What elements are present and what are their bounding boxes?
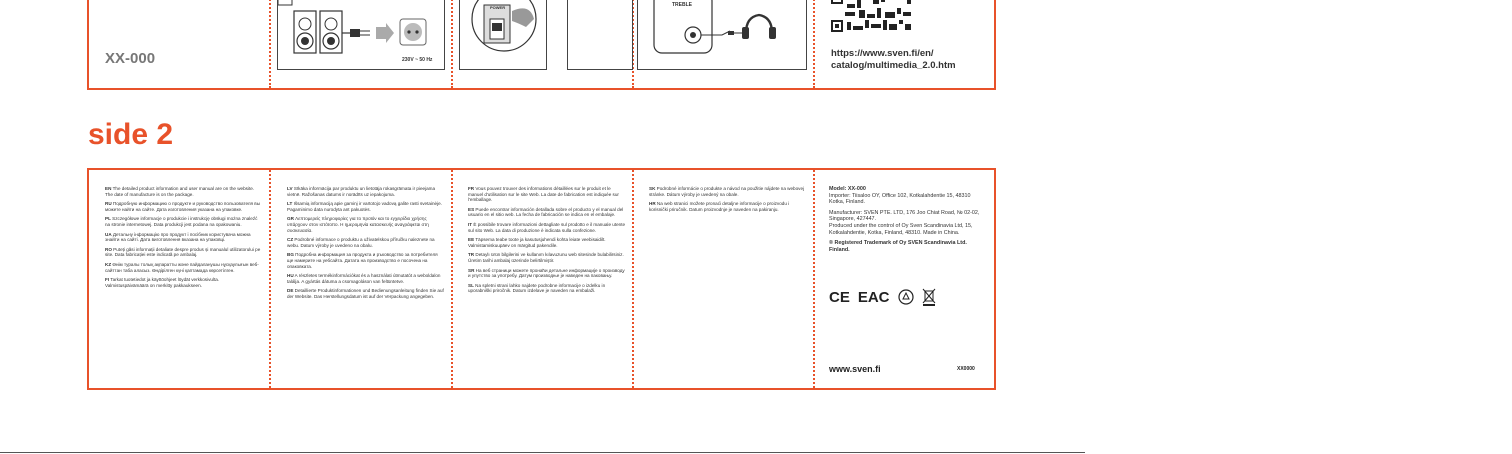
trademark-text: ® Registered Trademark of Oy SVEN Scandinavia Ltd. Finland. (829, 240, 967, 253)
model-line: Model: XX-000 (829, 186, 866, 192)
language-text: Täpsema teabe toote ja kasutusjuhendi kohta leiate veebisaidilt. Valmistamiskuupäev on märgitud pakendile. (468, 237, 606, 248)
fold-line (813, 170, 815, 388)
language-code: SL (468, 282, 474, 288)
power-spec: 230V ~ 50 Hz (402, 57, 433, 63)
headphones-icon (638, 0, 808, 71)
language-text: Tarkat tuotetiedot ja käyttöohjeet löydät verkkosivulta. Valmistuspäivämäärä on merkitty pakkaukseen. (105, 277, 220, 288)
language-entry (287, 237, 445, 248)
language-code: FR (468, 186, 475, 191)
language-entry (287, 186, 445, 197)
language-entry (287, 273, 445, 284)
catalog-url[interactable] (831, 48, 956, 72)
language-text: Na web stranici možete pronaći detaljne informacije o proizvodu i korisnički priručnik. Datum proizvodnje je naveden na pakiranju. (649, 201, 790, 212)
language-code: LV (287, 186, 293, 191)
power-switch-illustration (459, 0, 547, 70)
importer-text: Importer: Tiisaloo OY, Office 102, Kotkalahdentie 15, 48310 Kotka, Finland. (829, 192, 971, 206)
page-bottom-rule (0, 452, 1085, 453)
language-column-1 (105, 186, 263, 292)
headphone-illustration (637, 0, 807, 70)
language-column-4 (649, 186, 807, 216)
side2-panel (87, 168, 996, 390)
language-code: PL (105, 216, 111, 222)
power-switch-icon (460, 0, 548, 71)
website-link[interactable]: www.sven.fi (829, 364, 881, 374)
language-text: Sīkāka informācija par produktu un lietotāja rokasgrāmata ir pieejama vietnē. Ražošanas datums ir norādīts uz iepakojuma. (287, 186, 436, 197)
manufacturer-text: Manufacturer: SVEN PTE. LTD, 176 Joo Chiat Road, № 02-02, Singapore, 427447. (829, 209, 980, 223)
language-code: SR (468, 267, 475, 273)
language-code: HU (287, 273, 294, 279)
company-info (829, 186, 981, 257)
language-entry (468, 207, 626, 218)
language-entry (105, 232, 263, 243)
language-code: FI (105, 277, 110, 283)
language-text: Detaillierte Produktinformationen und Bedienungsanleitung finden Sie auf der Website. Das Herstellungsdatum ist auf der Verpackung angegeben. (287, 288, 444, 299)
language-entry (287, 252, 445, 269)
language-code: SK (649, 186, 656, 191)
recycle-icon (898, 289, 914, 305)
language-entry (105, 201, 263, 212)
language-entry (105, 262, 263, 273)
language-text: Подробна информация за продукта и ръководство за потребителя ще намерите на уебсайта. Датата на производство е посочена на опаковката. (287, 252, 438, 269)
produced-text: Produced under the control of Oy Sven Scandinavia Ltd, 15, Kotkalahdentie, Kotka, Finland, 48310. Made in China. (829, 222, 973, 236)
language-text: Na spletni strani lahko najdete podrobne informacije o izdelku in uporabniški priročnik. Datum izdelave je naveden na embalaži. (468, 282, 606, 294)
language-text: Szczegółowe informacje o produkcie i instrukcję obsługi można znaleźć na stronie internetowej. Data produkcji jest podana na opakowaniu. (105, 216, 258, 227)
eac-mark: EAC (857, 288, 890, 306)
language-code: EN (105, 186, 112, 191)
language-code: TR (468, 252, 475, 258)
power-label: POWER (490, 5, 506, 10)
certification-marks (829, 288, 936, 306)
language-entry (287, 216, 445, 233)
fold-line (451, 0, 453, 88)
language-entry (468, 283, 626, 294)
language-entry (105, 186, 263, 197)
fold-line (813, 0, 815, 88)
language-code: RU (105, 201, 112, 207)
language-entry (105, 216, 263, 227)
fold-line (632, 170, 634, 388)
model-code: XX-000 (105, 50, 156, 67)
language-entry (105, 277, 263, 288)
language-text: Өнім туралы толық ақпаратты және пайдаланушы нұсқаулығын веб-сайттан таба аласыз. Өндірілген күні қаптамада көрсетілген. (105, 261, 259, 273)
weee-bin-icon (922, 288, 936, 306)
language-entry (468, 237, 626, 248)
fold-line (269, 0, 271, 88)
language-text: A részletes termékinformációkat és a használati útmutatót a weboldalon találja. A gyártás dátuma a csomagoláson van feltüntetve. (287, 273, 441, 284)
fold-line (269, 170, 271, 388)
language-column-2 (287, 186, 445, 304)
language-code: ES (468, 206, 475, 212)
language-text: The detailed product information and user manual are on the website. The date of manufacture is on the package. (105, 186, 255, 197)
treble-label: TREBLE (672, 2, 692, 8)
language-code: EE (468, 237, 475, 243)
language-text: Podrobné informácie o produkte a návod na použitie nájdete na webovej stránke. Dátum výroby je uvedený na obale. (649, 186, 805, 197)
language-text: Подробную информацию о продукте и руководство пользователя вы можете найти на сайте. Дата изготовления указана на упаковке. (105, 201, 261, 212)
language-entry (105, 247, 263, 258)
language-code: LT (287, 201, 293, 207)
language-entry (649, 186, 807, 197)
language-text: Детальну інформацію про продукт і посібник користувача можна знайти на сайті. Дата виготовлення вказана на упаковці. (105, 231, 251, 243)
language-code: UA (105, 231, 112, 237)
empty-illustration-frame (567, 0, 633, 70)
language-code: DE (287, 288, 294, 294)
language-code: CZ (287, 237, 294, 243)
speaker-connection-illustration (277, 0, 445, 70)
language-code: KZ (105, 261, 112, 267)
language-code: HR (649, 201, 656, 207)
language-entry (468, 252, 626, 263)
language-text: Išsamią informaciją apie gaminį ir vartotojo vadovą galite rasti svetainėje. Pagaminimo data nurodyta ant pakuotės. (287, 201, 442, 212)
language-text: Puteți găsi informații detaliate despre produs și manualul utilizatorului pe site. Data fabricației este indicată pe ambalaj. (105, 246, 261, 258)
language-code: RO (105, 246, 112, 252)
language-code: IT (468, 221, 473, 227)
language-text: È possibile trovare informazioni dettagliate sul prodotto e il manuale utente sul sito Web. La data di produzione è indicata sulla confezione. (468, 221, 626, 233)
language-entry (287, 288, 445, 299)
product-code: XX0000 (957, 366, 975, 372)
fold-line (451, 170, 453, 388)
language-text: Puede encontrar información detallada sobre el producto y el manual del usuario en el sitio web. La fecha de fabricación se indica en el embalaje. (468, 206, 624, 218)
language-text: Λεπτομερείς πληροφορίες για το προϊόν και το εγχειρίδιο χρήσης υπάρχουν στον ιστότοπο. Η ημερομηνία κατασκευής αναγράφεται στη συσκευασία. (287, 216, 429, 233)
ce-mark: CE (829, 288, 850, 306)
language-text: Podrobné informace o produktu a uživatelskou příručku naleznete na webu. Datum výroby je uvedeno na obalu. (287, 237, 435, 248)
language-entry (468, 186, 626, 203)
language-code: GR (287, 216, 294, 222)
catalog-url-line2[interactable]: catalog/multimedia_2.0.htm (831, 60, 956, 71)
language-column-3 (468, 186, 626, 298)
language-text: На веб страници можете пронаћи детаљне информације о производу и упутство за употребу. Датум производње је наведен на паковању. (468, 267, 625, 279)
language-entry (649, 201, 807, 212)
side1-panel (87, 0, 996, 90)
language-entry (468, 222, 626, 233)
language-text: Vous pouvez trouver des informations détaillées sur le produit et le manuel d'utilisation sur le site Web. La date de fabrication est indiquée sur l'emballage. (468, 186, 619, 203)
side-2-heading: side 2 (88, 118, 174, 151)
catalog-url-line1[interactable]: https://www.sven.fi/en/ (831, 48, 934, 59)
language-entry (468, 268, 626, 279)
language-text: Detaylı ürün bilgilerini ve kullanım kılavuzunu web sitesinde bulabilirsiniz. Üretim tarihi ambalaj üzerinde belirtilmiştir. (468, 252, 624, 263)
language-entry (287, 201, 445, 212)
language-code: BG (287, 252, 294, 258)
qr-code-icon (831, 0, 921, 36)
